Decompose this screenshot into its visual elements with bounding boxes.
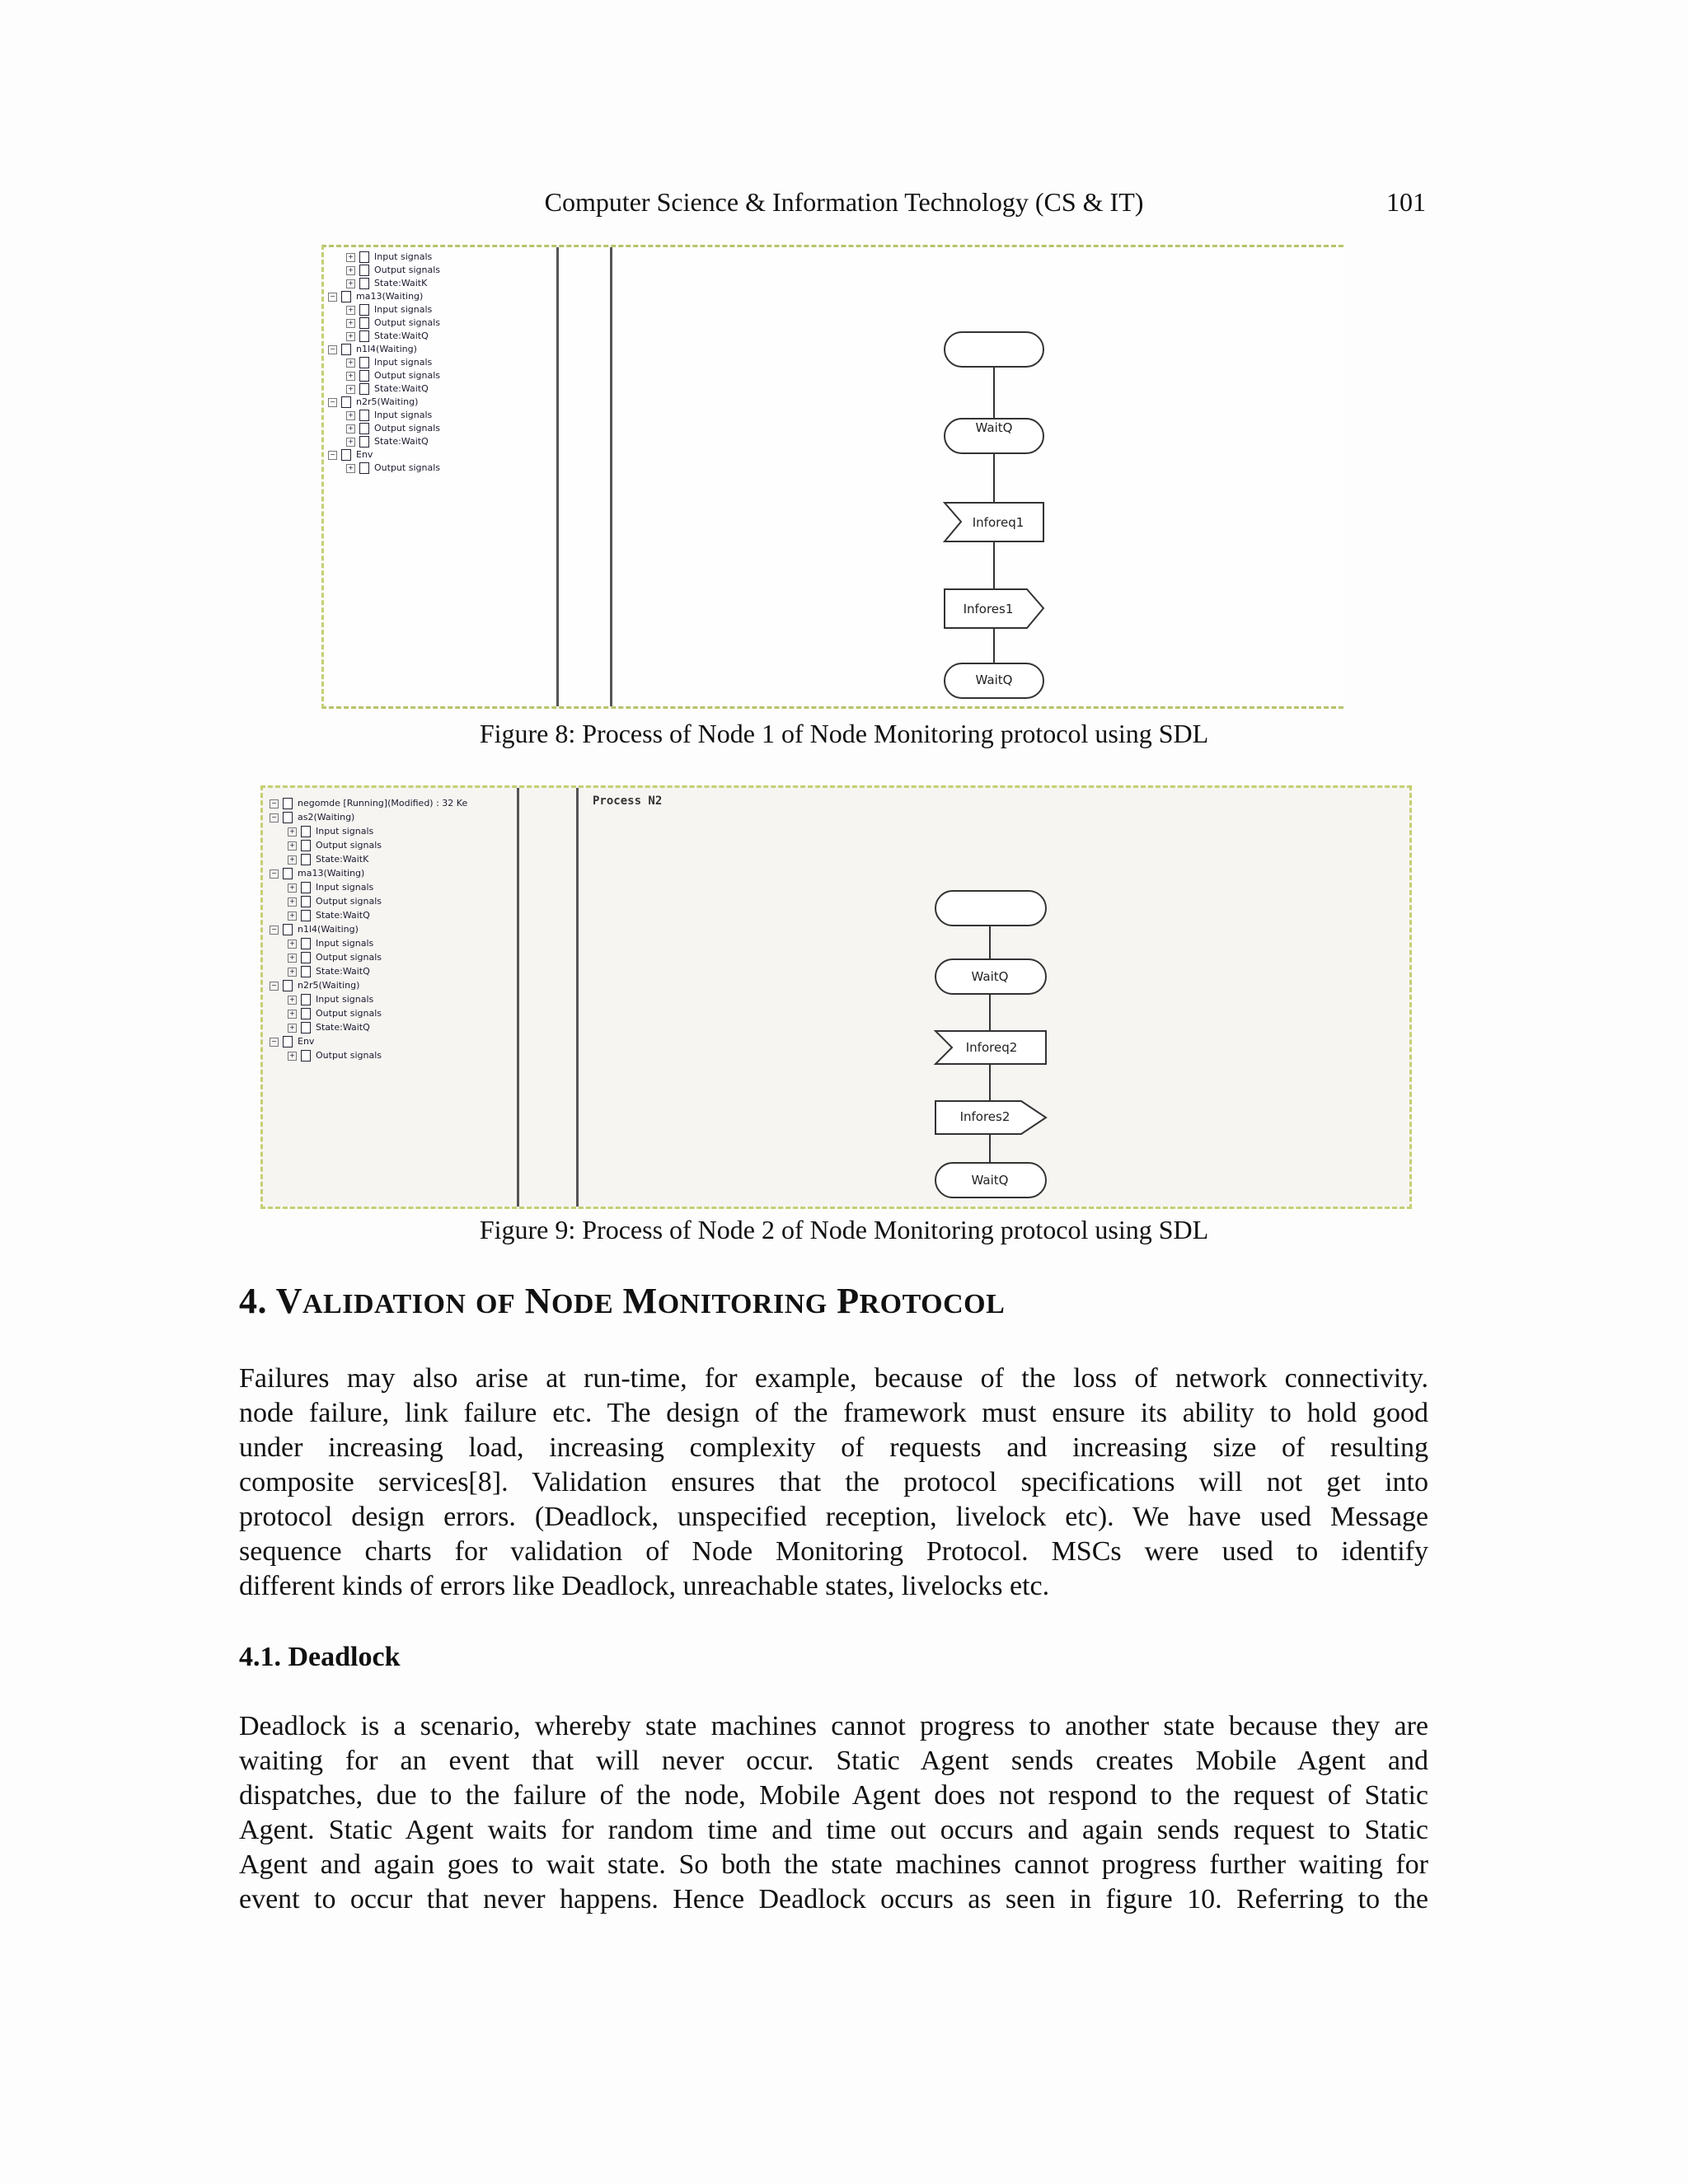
tree-item-label: Output signals	[316, 840, 382, 851]
tree-item-label: ma13(Waiting)	[298, 868, 365, 879]
expand-toggle-icon[interactable]: +	[346, 253, 355, 262]
tree-item-label: State:WaitQ	[316, 910, 370, 921]
expand-toggle-icon[interactable]: −	[270, 869, 279, 879]
subsection-heading: 4.1. Deadlock	[239, 1642, 401, 1672]
tree-item-label: as2(Waiting)	[298, 812, 355, 823]
expand-toggle-icon[interactable]: −	[328, 451, 337, 460]
expand-toggle-icon[interactable]: +	[288, 827, 297, 837]
tree-item-label: Input signals	[374, 357, 433, 368]
deadlock-paragraph	[239, 1709, 1428, 1917]
tree-item-label: Output signals	[316, 1050, 382, 1061]
expand-toggle-icon[interactable]: +	[288, 940, 297, 949]
tree-item-label: Env	[298, 1036, 315, 1047]
tree-item-label: n1l4(Waiting)	[356, 344, 417, 354]
text-line: composite services[8]. Validation ensures that the protocol specifications will not get into	[239, 1467, 1428, 1497]
expand-toggle-icon[interactable]: +	[346, 306, 355, 315]
text-line: under increasing load, increasing complexity of requests and increasing size of resulting	[239, 1432, 1428, 1463]
expand-toggle-icon[interactable]: −	[270, 813, 279, 823]
text-line: Agent. Static Agent waits for random time and time out occurs and again sends request to Static	[239, 1815, 1428, 1845]
start-symbol	[945, 332, 1043, 367]
text-line: protocol design errors. (Deadlock, unspecified reception, livelock etc). We have used Message	[239, 1502, 1428, 1532]
tree-item-label: Output signals	[316, 952, 382, 963]
state1-label: WaitQ	[971, 969, 1009, 984]
tree-item-label: State:WaitQ	[374, 436, 429, 447]
expand-toggle-icon[interactable]: +	[288, 1052, 297, 1061]
tree-item-label: State:WaitK	[374, 278, 428, 288]
input-label: Inforeq1	[972, 515, 1025, 530]
tree-item-label: Env	[356, 449, 373, 460]
expand-toggle-icon[interactable]: +	[346, 319, 355, 328]
running-header: Computer Science & Information Technology (CS & IT)	[544, 187, 1144, 217]
expand-toggle-icon[interactable]: +	[346, 438, 355, 447]
expand-toggle-icon[interactable]: −	[270, 1038, 279, 1047]
text-line: waiting for an event that will never occur. Static Agent sends creates Mobile Agent and	[239, 1746, 1428, 1776]
tree-item-label: Output signals	[316, 1008, 382, 1019]
section-heading	[239, 1280, 1005, 1322]
state1-label: WaitQ	[975, 420, 1013, 435]
expand-toggle-icon[interactable]: −	[270, 982, 279, 991]
figure-9-caption: Figure 9: Process of Node 2 of Node Monitoring protocol using SDL	[479, 1215, 1209, 1244]
tree-item-label: n2r5(Waiting)	[298, 980, 360, 991]
expand-toggle-icon[interactable]: +	[346, 279, 355, 288]
figure-9	[260, 785, 1412, 1209]
expand-toggle-icon[interactable]: +	[288, 996, 297, 1005]
heading-word: OF	[475, 1289, 516, 1319]
tree-item-label: Input signals	[374, 410, 433, 420]
expand-toggle-icon[interactable]: +	[288, 912, 297, 921]
expand-toggle-icon[interactable]: +	[346, 372, 355, 381]
expand-toggle-icon[interactable]: +	[346, 424, 355, 434]
output-label: Infores1	[963, 602, 1014, 616]
figure-8-sdl-diagram	[324, 247, 1346, 709]
tree-item-label: negomde [Running](Modified) : 32 Ke	[298, 798, 468, 808]
text-line: dispatches, due to the failure of the node, Mobile Agent does not respond to the request of Static	[239, 1780, 1428, 1811]
state2-label: WaitQ	[975, 673, 1013, 687]
expand-toggle-icon[interactable]: −	[270, 926, 279, 935]
text-line: different kinds of errors like Deadlock, unreachable states, livelocks etc.	[239, 1571, 1050, 1601]
tree-item-label: Output signals	[374, 265, 440, 275]
text-line: Deadlock is a scenario, whereby state machines cannot progress to another state because they are	[239, 1711, 1428, 1741]
expand-toggle-icon[interactable]: −	[270, 799, 279, 808]
tree-item-label: Input signals	[316, 882, 374, 893]
tree-item-label: State:WaitQ	[316, 1022, 370, 1033]
expand-toggle-icon[interactable]: +	[288, 841, 297, 851]
start-symbol	[935, 891, 1046, 926]
heading-word: PROTOCOL	[837, 1281, 1006, 1321]
expand-toggle-icon[interactable]: +	[346, 359, 355, 368]
tree-item-label: Output signals	[316, 896, 382, 907]
page-number: 101	[1386, 187, 1426, 217]
text-line: Failures may also arise at run-time, for example, because of the loss of network connectivity.	[239, 1363, 1428, 1394]
tree-item-label: n2r5(Waiting)	[356, 396, 419, 407]
tree-item-label: Input signals	[316, 994, 374, 1005]
tree-item-label: State:WaitQ	[374, 330, 429, 341]
input-label: Inforeq2	[965, 1040, 1018, 1055]
heading-word: NODE	[524, 1281, 614, 1321]
heading-word: VALIDATION	[275, 1281, 467, 1321]
expand-toggle-icon[interactable]: −	[328, 345, 337, 354]
tree-item-label: Output signals	[374, 370, 440, 381]
tree-item-label: Input signals	[316, 938, 374, 949]
text-line: event to occur that never happens. Hence Deadlock occurs as seen in figure 10. Referring to the	[239, 1884, 1428, 1915]
expand-toggle-icon[interactable]: +	[288, 855, 297, 865]
expand-toggle-icon[interactable]: +	[346, 266, 355, 275]
expand-toggle-icon[interactable]: −	[328, 293, 337, 302]
tree-item-label: State:WaitQ	[374, 383, 429, 394]
expand-toggle-icon[interactable]: +	[346, 411, 355, 420]
expand-toggle-icon[interactable]: +	[288, 954, 297, 963]
expand-toggle-icon[interactable]: +	[288, 898, 297, 907]
tree-item-label: Input signals	[316, 826, 374, 837]
heading-word: MONITORING	[622, 1281, 828, 1321]
tree-item-label: Input signals	[374, 304, 433, 315]
output-label: Infores2	[959, 1109, 1010, 1124]
expand-toggle-icon[interactable]: +	[288, 883, 297, 893]
tree-item-label: Output signals	[374, 462, 440, 473]
tree-item-label: Input signals	[374, 251, 433, 262]
tree-item-label: ma13(Waiting)	[356, 291, 424, 302]
section-number: 4.	[239, 1281, 276, 1321]
expand-toggle-icon[interactable]: +	[288, 1010, 297, 1019]
tree-item-label: n1l4(Waiting)	[298, 924, 359, 935]
section-4-paragraph	[239, 1361, 1428, 1604]
figure-9-sdl-diagram	[263, 788, 1414, 1208]
tree-item-label: Output signals	[374, 423, 440, 434]
expand-toggle-icon[interactable]: +	[288, 1024, 297, 1033]
process-title: Process N2	[593, 794, 663, 808]
tree-item-label: State:WaitQ	[316, 966, 370, 977]
expand-toggle-icon[interactable]: +	[346, 332, 355, 341]
text-line: node failure, link failure etc. The design of the framework must ensure its ability to hold good	[239, 1398, 1428, 1428]
expand-toggle-icon[interactable]: −	[328, 398, 337, 407]
tree-item-label: State:WaitK	[316, 854, 369, 865]
text-line: Agent and again goes to wait state. So both the state machines cannot progress further waiting for	[239, 1849, 1428, 1880]
state2-label: WaitQ	[971, 1173, 1009, 1188]
expand-toggle-icon[interactable]: +	[346, 464, 355, 473]
tree-item-label: Output signals	[374, 317, 440, 328]
figure-8-caption: Figure 8: Process of Node 1 of Node Monitoring protocol using SDL	[479, 719, 1209, 748]
expand-toggle-icon[interactable]: +	[288, 968, 297, 977]
figure-8	[321, 245, 1343, 709]
text-line: sequence charts for validation of Node Monitoring Protocol. MSCs were used to identify	[239, 1536, 1428, 1567]
expand-toggle-icon[interactable]: +	[346, 385, 355, 394]
